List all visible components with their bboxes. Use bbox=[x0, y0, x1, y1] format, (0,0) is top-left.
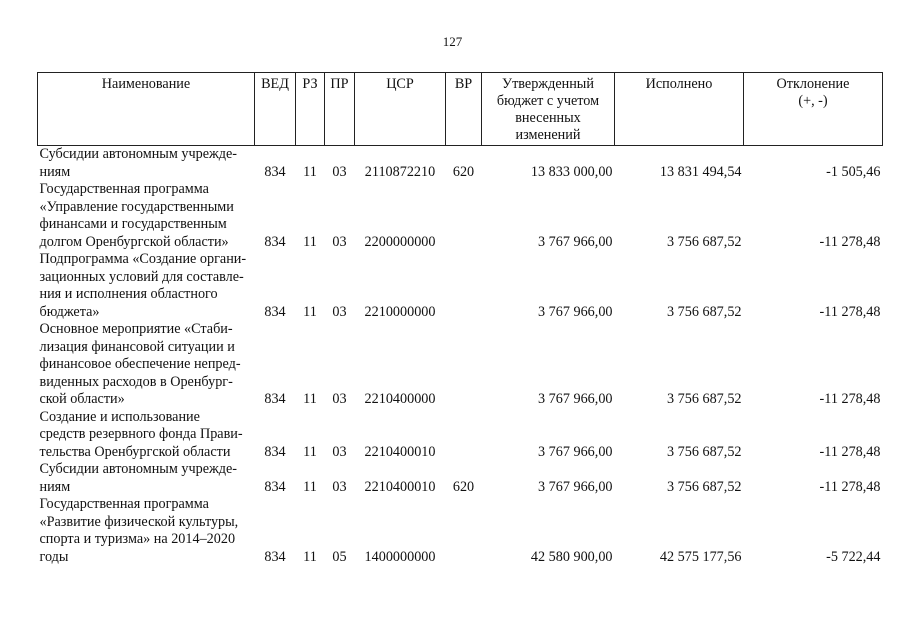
row-ved: 834 bbox=[264, 163, 286, 180]
row-approved: 3 767 966,00 bbox=[538, 233, 613, 250]
header-vr: ВР bbox=[446, 73, 482, 146]
row-vr: 620 bbox=[452, 478, 475, 495]
header-deviation bbox=[744, 73, 883, 146]
row-ved: 834 bbox=[264, 391, 286, 407]
row-pr: 03 bbox=[332, 443, 347, 460]
row-ved: 834 bbox=[264, 478, 286, 495]
row-name-line: Основное мероприятие «Стаби- bbox=[39, 321, 233, 337]
row-name-line: бюджета» bbox=[39, 303, 100, 320]
header-rz: РЗ bbox=[296, 73, 325, 146]
row-name-line: зационных условий для составле- bbox=[39, 268, 244, 285]
row-pr: 03 bbox=[332, 478, 347, 495]
row-ved: 834 bbox=[264, 233, 286, 250]
row-name-line: ниям bbox=[39, 163, 71, 180]
row-executed: 3 756 687,52 bbox=[667, 391, 742, 407]
row-name-line: финансами и государственным bbox=[39, 216, 227, 232]
header-executed: Исполнено bbox=[615, 73, 744, 146]
row-vr bbox=[446, 321, 482, 409]
row-executed: 13 831 494,54 bbox=[659, 163, 742, 180]
table-row bbox=[38, 181, 883, 251]
row-executed: 3 756 687,52 bbox=[667, 303, 742, 320]
row-name-line: ния и исполнения областного bbox=[39, 286, 218, 302]
row-csr: 1400000000 bbox=[364, 548, 436, 565]
row-name-line: Субсидии автономным учрежде- bbox=[39, 146, 238, 162]
header-deviation-line: (+, -) bbox=[798, 93, 828, 109]
row-name bbox=[38, 181, 255, 251]
page-number: 127 bbox=[442, 34, 463, 49]
row-name-line: ской области» bbox=[39, 391, 125, 407]
row-name bbox=[38, 461, 255, 496]
row-executed: 3 756 687,52 bbox=[667, 478, 742, 495]
row-rz: 11 bbox=[303, 391, 317, 407]
row-ved: 834 bbox=[264, 548, 286, 565]
row-csr: 2210000000 bbox=[364, 303, 436, 320]
row-ved: 834 bbox=[264, 303, 286, 320]
row-approved: 3 767 966,00 bbox=[538, 391, 613, 407]
row-csr: 2110872210 bbox=[364, 163, 436, 180]
row-deviation: -11 278,48 bbox=[819, 443, 881, 460]
row-name bbox=[38, 321, 255, 409]
row-pr: 03 bbox=[332, 163, 347, 180]
row-deviation: -11 278,48 bbox=[819, 391, 881, 407]
row-deviation: -11 278,48 bbox=[819, 233, 881, 250]
row-name-line: ниям bbox=[39, 478, 71, 495]
row-name-line: спорта и туризма» на 2014–2020 bbox=[39, 531, 236, 547]
header-ved: ВЕД bbox=[255, 73, 296, 146]
row-approved: 3 767 966,00 bbox=[538, 303, 613, 320]
row-vr bbox=[446, 409, 482, 462]
table-row bbox=[38, 251, 883, 321]
row-name-line: Субсидии автономным учрежде- bbox=[39, 461, 238, 477]
row-approved: 13 833 000,00 bbox=[530, 163, 613, 180]
header-approved-budget bbox=[482, 73, 615, 146]
row-deviation: -11 278,48 bbox=[819, 303, 881, 320]
row-name-line: финансовое обеспечение непред- bbox=[39, 356, 241, 372]
row-name-line: Государственная программа bbox=[39, 496, 209, 512]
row-csr: 2200000000 bbox=[364, 233, 436, 250]
row-name-line: тельства Оренбургской области bbox=[39, 443, 231, 460]
budget-table bbox=[37, 72, 883, 566]
row-pr: 05 bbox=[332, 548, 347, 565]
row-approved: 3 767 966,00 bbox=[538, 478, 613, 495]
row-deviation: -5 722,44 bbox=[826, 548, 881, 565]
row-name-line: лизация финансовой ситуации и bbox=[39, 338, 235, 355]
table-header-row bbox=[38, 73, 883, 146]
row-name bbox=[38, 146, 255, 182]
row-name-line: средств резервного фонда Прави- bbox=[39, 426, 243, 442]
row-name-line: Государственная программа bbox=[39, 181, 209, 197]
table-row bbox=[38, 496, 883, 566]
row-ved: 834 bbox=[264, 443, 286, 460]
row-pr: 03 bbox=[332, 391, 347, 407]
row-name-line: «Управление государственными bbox=[39, 198, 234, 215]
row-rz: 11 bbox=[303, 548, 317, 565]
row-name-line: «Развитие физической культуры, bbox=[39, 513, 239, 530]
row-rz: 11 bbox=[303, 233, 317, 250]
table-row bbox=[38, 461, 883, 496]
row-vr bbox=[446, 181, 482, 251]
row-name-line: годы bbox=[39, 548, 69, 565]
row-name bbox=[38, 409, 255, 462]
row-deviation: -11 278,48 bbox=[819, 478, 881, 495]
row-name bbox=[38, 251, 255, 321]
header-approved-line: изменений bbox=[515, 127, 581, 143]
row-executed: 3 756 687,52 bbox=[667, 443, 742, 460]
row-name-line: Создание и использование bbox=[39, 408, 200, 425]
table-row bbox=[38, 146, 883, 182]
row-rz: 11 bbox=[303, 303, 317, 320]
row-name-line: виденных расходов в Оренбург- bbox=[39, 373, 233, 390]
row-name-line: долгом Оренбургской области» bbox=[39, 233, 229, 250]
row-rz: 11 bbox=[303, 163, 317, 180]
row-csr: 2210400000 bbox=[364, 391, 436, 407]
row-rz: 11 bbox=[303, 478, 317, 495]
table-row bbox=[38, 321, 883, 409]
row-rz: 11 bbox=[303, 443, 317, 460]
header-csr: ЦСР bbox=[355, 73, 446, 146]
table-row bbox=[38, 409, 883, 462]
header-approved-line: Утвержденный bbox=[502, 76, 594, 92]
row-vr bbox=[446, 251, 482, 321]
row-approved: 42 580 900,00 bbox=[530, 548, 613, 565]
row-executed: 42 575 177,56 bbox=[659, 548, 742, 565]
header-approved-line: бюджет с учетом bbox=[496, 93, 600, 109]
row-executed: 3 756 687,52 bbox=[667, 233, 742, 250]
row-name bbox=[38, 496, 255, 566]
row-deviation: -1 505,46 bbox=[826, 163, 881, 180]
row-approved: 3 767 966,00 bbox=[538, 443, 613, 460]
row-vr: 620 bbox=[452, 163, 475, 180]
row-pr: 03 bbox=[332, 233, 347, 250]
header-name: Наименование bbox=[38, 73, 255, 146]
row-csr: 2210400010 bbox=[364, 443, 436, 460]
header-pr: ПР bbox=[325, 73, 355, 146]
row-vr bbox=[446, 496, 482, 566]
header-approved-line: внесенных bbox=[515, 110, 581, 126]
row-csr: 2210400010 bbox=[364, 478, 436, 495]
row-name-line: Подпрограмма «Создание органи- bbox=[39, 251, 247, 267]
header-deviation-line: Отклонение bbox=[776, 76, 850, 92]
row-pr: 03 bbox=[332, 303, 347, 320]
